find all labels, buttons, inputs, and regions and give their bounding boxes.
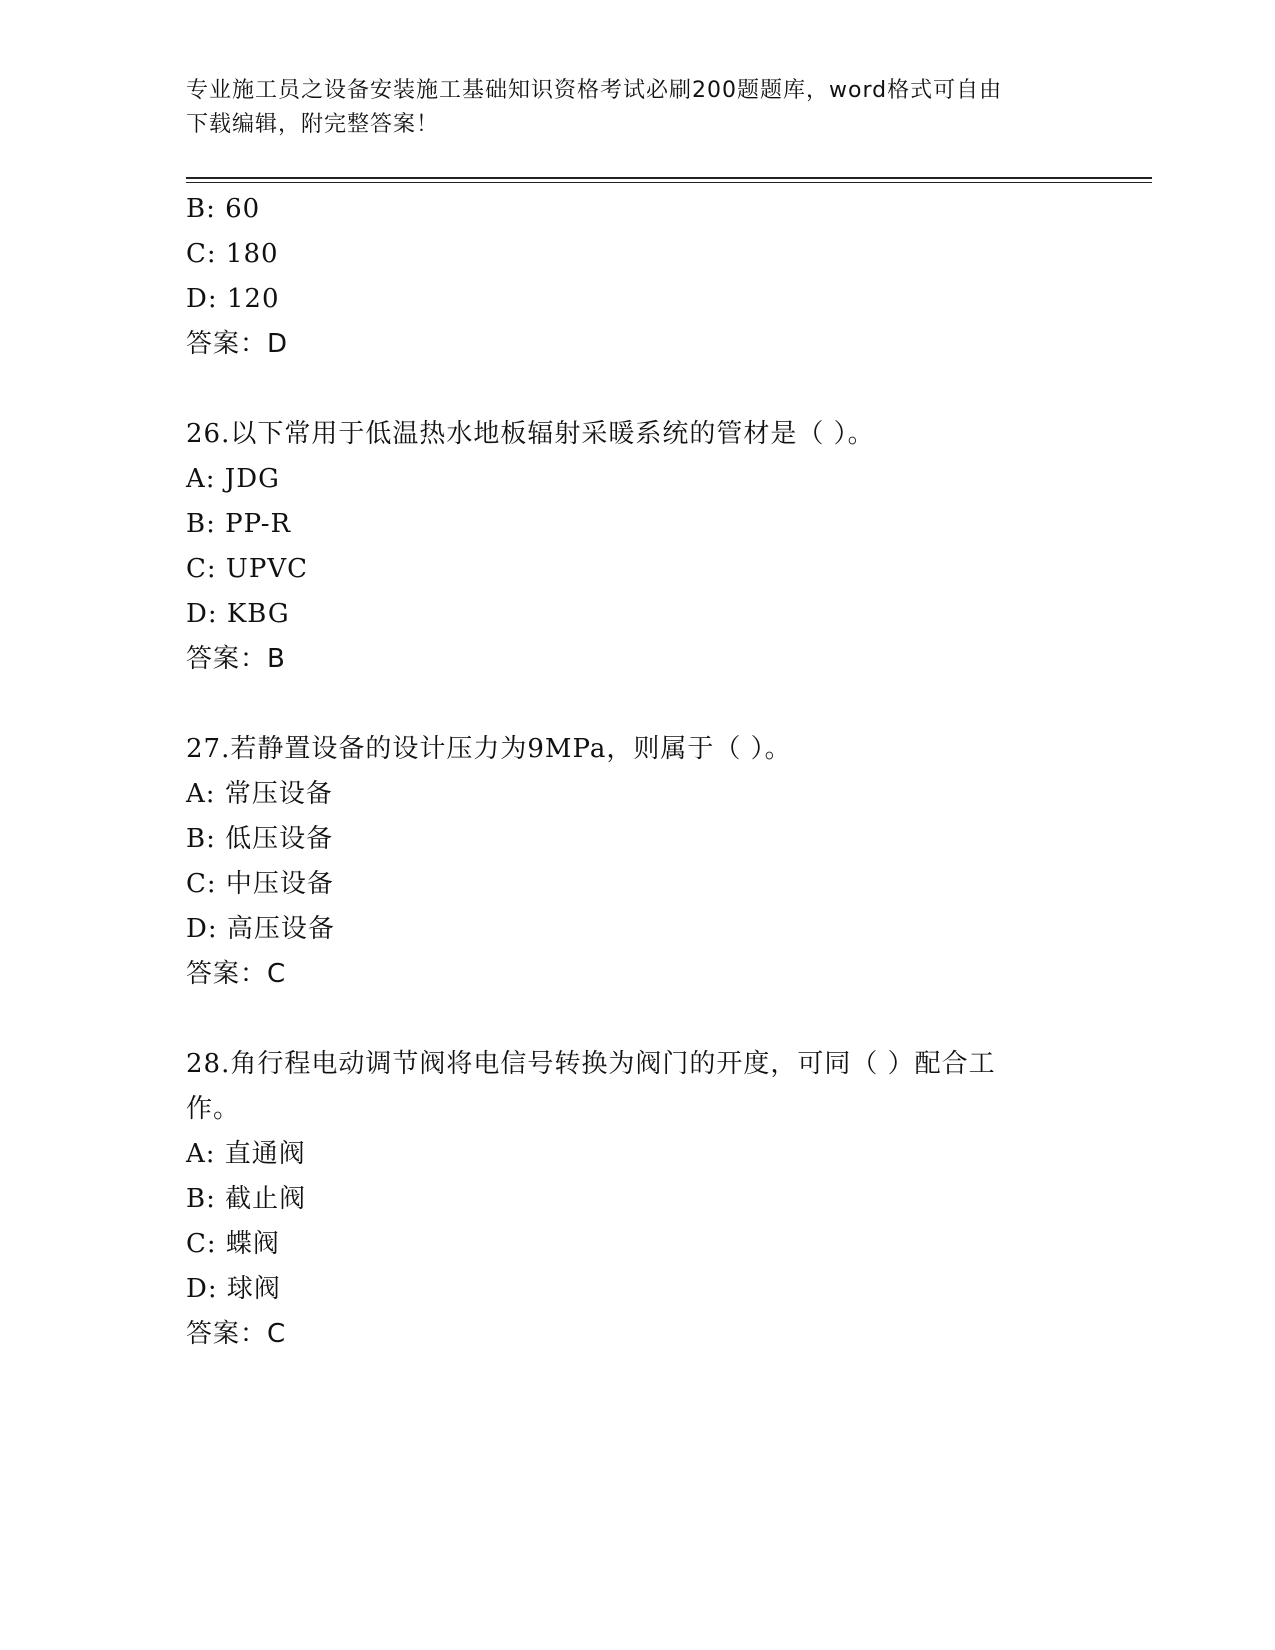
q26-question: 26.以下常用于低温热水地板辐射采暖系统的管材是（ ）。 bbox=[186, 419, 875, 449]
q28-option-b: B: 截止阀 bbox=[186, 1184, 307, 1214]
q28-question-line-2: 作。 bbox=[186, 1094, 241, 1124]
q27-question: 27.若静置设备的设计压力为9MPa，则属于（ ）。 bbox=[186, 734, 792, 764]
q28-option-c: C: 蝶阀 bbox=[186, 1229, 280, 1259]
q25-option-b: B: 60 bbox=[186, 194, 261, 224]
q27-option-c: C: 中压设备 bbox=[186, 869, 334, 899]
q27-option-a: A: 常压设备 bbox=[186, 779, 333, 809]
q26-option-c: C: UPVC bbox=[186, 554, 308, 584]
q28-question-line-1: 28.角行程电动调节阀将电信号转换为阀门的开度，可同（ ）配合工 bbox=[186, 1049, 996, 1079]
q28-option-a: A: 直通阀 bbox=[186, 1139, 306, 1169]
header-rule-thick bbox=[186, 177, 1152, 179]
header-line-1: 专业施工员之设备安装施工基础知识资格考试必刷200题题库，word格式可自由 bbox=[186, 78, 1003, 103]
q25-answer: 答案：D bbox=[186, 329, 289, 359]
q27-answer: 答案：C bbox=[186, 959, 287, 989]
q26-option-b: B: PP-R bbox=[186, 509, 292, 539]
q28-answer: 答案：C bbox=[186, 1319, 287, 1349]
document-header bbox=[186, 74, 1066, 142]
q26-option-d: D: KBG bbox=[186, 599, 290, 629]
q25-option-c: C: 180 bbox=[186, 239, 279, 269]
q27-option-b: B: 低压设备 bbox=[186, 824, 334, 854]
q26-option-a: A: JDG bbox=[186, 464, 280, 494]
q25-option-d: D: 120 bbox=[186, 284, 280, 314]
q27-option-d: D: 高压设备 bbox=[186, 914, 335, 944]
header-rule-thin bbox=[186, 182, 1152, 183]
q26-answer: 答案：B bbox=[186, 644, 286, 674]
header-line-2: 下载编辑，附完整答案！ bbox=[186, 112, 440, 137]
q28-option-d: D: 球阀 bbox=[186, 1274, 281, 1304]
